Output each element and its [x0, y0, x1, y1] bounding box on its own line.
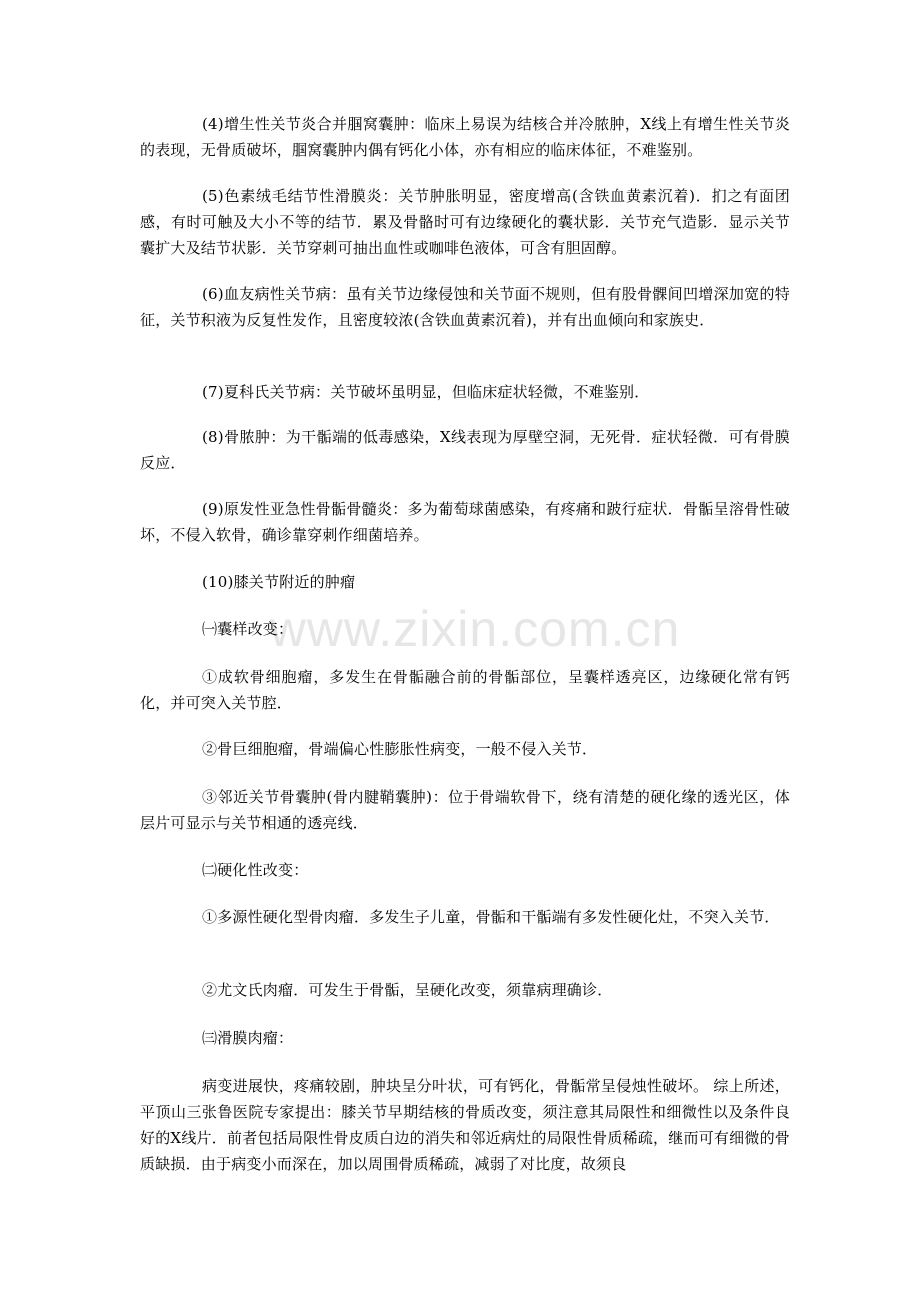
paragraph-summary: 病变进展快，疼痛较剧，肿块呈分叶状，可有钙化，骨骺常呈侵烛性破坏。 综上所述，平顶山三张鲁医院专家提出：膝关节早期结核的骨质改变，须注意其局限性和细微性以及条件良好的X线片．前者包括局限性骨皮质白边的消失和邻近病灶的局限性骨质稀疏，继而可有细微的骨质缺损．由于病变小而深在，加以周围骨质稀疏，减弱了对比度，故须良: [140, 1077, 790, 1173]
paragraph-7-charcot-arthropathy: (7)夏科氏关节病：关节破坏虽明显，但临床症状轻微，不难鉴别．: [202, 383, 650, 401]
paragraph-8-bone-abscess: (8)骨脓肿：为干骺端的低毒感染，X线表现为厚壁空洞，无死骨．症状轻微．可有骨膜反应．: [140, 428, 790, 472]
paragraph-9-subacute-osteomyelitis: (9)原发性亚急性骨骺骨髓炎：多为葡萄球菌感染，有疼痛和跛行症状．骨骺呈溶骨性破坏，不侵入软骨，确诊靠穿刺作细菌培养。: [140, 500, 790, 544]
item-giant-cell-tumor: ②骨巨细胞瘤，骨端偏心性膨胀性病变，一般不侵入关节．: [202, 740, 598, 758]
paragraph-6-hemophilic-arthropathy: (6)血友病性关节病：虽有关节边缘侵蚀和关节面不规则，但有股骨髁间凹增深加宽的特征，关节积液为反复性发作，且密度较浓(含铁血黄素沉着)，并有出血倾向和家族史．: [140, 285, 790, 329]
item-ewing-sarcoma: ②尤文氏肉瘤．可发生于骨骺，呈硬化改变，须靠病理确诊．: [202, 981, 613, 999]
subheading-cystic-changes: ㈠囊样改变：: [202, 620, 294, 638]
paragraph-4-proliferative-arthritis: (4)增生性关节炎合并腘窝囊肿：临床上易误为结核合并冷脓肿，X线上有增生性关节炎的表现，无骨质破坏，腘窝囊肿内偶有钙化小体，亦有相应的临床体征，不难鉴别。: [140, 115, 790, 159]
item-chondroblastoma: ①成软骨细胞瘤，多发生在骨骺融合前的骨骺部位，呈囊样透亮区，边缘硬化常有钙化，并可突入关节腔．: [140, 668, 790, 712]
paragraph-10-tumors-heading: (10)膝关节附近的肿瘤: [202, 573, 356, 591]
subheading-sclerotic-changes: ㈡硬化性改变：: [202, 861, 309, 879]
subheading-synovial-sarcoma: ㈢滑膜肉瘤：: [202, 1029, 294, 1047]
item-osteosarcoma: ①多源性硬化型骨肉瘤．多发生子儿童，骨骺和干骺端有多发性硬化灶，不突入关节．: [202, 908, 780, 926]
watermark: www.zixin.com.cn: [269, 601, 681, 657]
item-bone-cyst: ③邻近关节骨囊肿(骨内腱鞘囊肿)：位于骨端软骨下，绕有清楚的硬化缘的透光区，体层片可显示与关节相通的透亮线．: [140, 788, 790, 832]
paragraph-5-pigmented-villonodular-synovitis: (5)色素绒毛结节性滑膜炎：关节肿胀明显，密度增高(含铁血黄素沉着)．扪之有面团感，有时可触及大小不等的结节．累及骨骼时可有边缘硬化的囊状影．关节充气造影．显示关节囊扩大及结节状影．关节穿刺可抽出血性或咖啡色液体，可含有胆固醇。: [140, 187, 790, 257]
